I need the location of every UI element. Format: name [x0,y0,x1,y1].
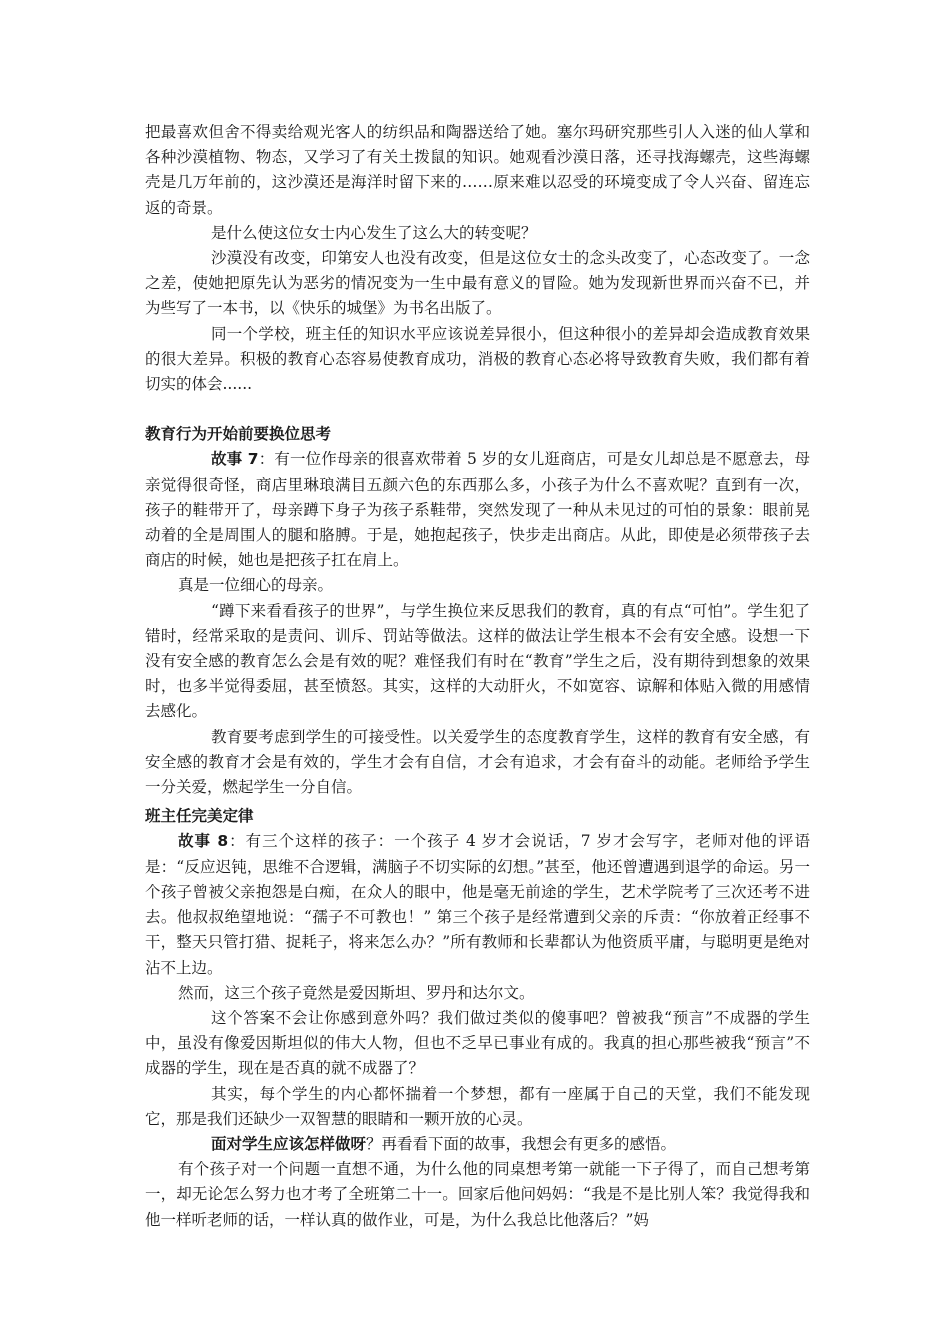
document-body [145,120,810,1233]
paragraph-answer: 这个答案不会让你感到意外吗？我们做过类似的傻事吧？曾被我“预言”不成器的学生中，虽没有像爱因斯坦似的伟大人物，但也不乏早已事业有成的。我真的担心那些被我“预言”不成器的学生，现在是否真的就不成器了？ [145,1008,810,1078]
face-students-bold: 面对学生应该怎样做呀 [211,1134,367,1153]
story-8-label: 故事 8 [178,832,229,851]
story-7-paragraph [145,447,810,573]
paragraph-question: 是什么使这位女士内心发生了这么大的转变呢？ [211,223,537,242]
story-8-paragraph [145,829,810,980]
paragraph-squat: “蹲下来看看孩子的世界”，与学生换位来反思我们的教育，真的有点“可怕”。学生犯了错时，经常采取的是责问、训斥、罚站等做法。这样的做法让学生根本不会有安全感。设想一下没有安全感的教育怎么会是有效的呢？难怪我们有时在“教育”学生之后，没有期待到想象的效果时，也多半觉得委屈，甚至愤怒。其实，这样的大动肝火，不如宽容、谅解和体贴入微的用感情去感化。 [145,601,810,721]
paragraph-dream: 其实，每个学生的内心都怀揣着一个梦想，都有一座属于自己的天堂，我们不能发现它，那是我们还缺少一双智慧的眼睛和一颗开放的心灵。 [145,1084,810,1128]
story-7-label: 故事 7 [211,450,259,469]
paragraph-desert: 沙漠没有改变，印第安人也没有改变，但是这位女士的念头改变了，心态改变了。一念之差，使她把原先认为恶劣的情况变为一生中最有意义的冒险。她为发现新世界而兴奋不已，并为些写了一本书，以《快乐的城堡》为书名出版了。 [145,249,810,318]
paragraph-face-students [145,1132,810,1157]
story-7-text: ：有一位作母亲的很喜欢带着 5 岁的女儿逛商店，可是女儿却总是不愿意去，母亲觉得很奇怪，商店里琳琅满目五颜六色的东西那么多，小孩子为什么不喜欢呢？直到有一次，孩子的鞋带开了，母亲蹲下身子为孩子系鞋带，突然发现了一种从未见过的可怕的景象：眼前晃动着的全是周围人的腿和胳膊。于是，她抱起孩子，快步走出商店。从此，即使是必须带孩子去商店的时候，她也是把孩子扛在肩上。 [145,450,810,570]
paragraph-school: 同一个学校，班主任的知识水平应该说差异很小，但这种很小的差异却会造成教育效果的很大差异。积极的教育心态容易使教育成功，消极的教育心态必将导致教育失败，我们都有着切实的体会...... [145,324,810,394]
paragraph-child-story: 有个孩子对一个问题一直想不通，为什么他的同桌想考第一就能一下子得了，而自己想考第一，却无论怎么努力也才考了全班第二十一。回家后他问妈妈：“我是不是比别人笨？我觉得我和他一样听老师的话，一样认真的做作业，可是，为什么我总比他落后？”妈 [145,1160,810,1229]
story-8-text: ：有三个这样的孩子：一个孩子 4 岁才会说话，7 岁才会写字，老师对他的评语是：“反应迟钝，思维不合逻辑，满脑子不切实际的幻想。”甚至，他还曾遭遇到退学的命运。另一个孩子曾被父亲抱怨是白痴，在众人的眼中，他是毫无前途的学生，艺术学院考了三次还考不进去。他叔叔绝望地说：“孺子不可教也！” 第三个孩子是经常遭到父亲的斥责：“你放着正经事不干，整天只管打猎、捉耗子，将来怎么办？”所有教师和长辈都认为他资质平庸，与聪明更是绝对沾不上边。 [145,832,810,977]
section-heading-education: 教育行为开始前要换位思考 [145,425,332,444]
paragraph-acceptability: 教育要考虑到学生的可接受性。以关爱学生的态度教育学生，这样的教育有安全感，有安全感的教育才会是有效的，学生才会有自信，才会有追求，才会有奋斗的动能。老师给予学生一分关爱，燃起学生一分自信。 [145,727,810,797]
paragraph-however: 然而，这三个孩子竟然是爱因斯坦、罗丹和达尔文。 [178,983,535,1002]
paragraph-continued: 把最喜欢但舍不得卖给观光客人的纺织品和陶器送给了她。塞尔玛研究那些引人入迷的仙人掌和各种沙漠植物、物态，又学习了有关土拨鼠的知识。她观看沙漠日落，还寻找海螺壳，这些海螺壳是几万年前的，这沙漠还是海洋时留下来的……原来难以忍受的环境变成了令人兴奋、留连忘返的奇景。 [145,123,810,217]
section-heading-law: 班主任完美定律 [145,807,254,826]
paragraph-mother: 真是一位细心的母亲。 [178,576,334,595]
face-students-rest: ？再看看下面的故事，我想会有更多的感悟。 [366,1134,677,1153]
